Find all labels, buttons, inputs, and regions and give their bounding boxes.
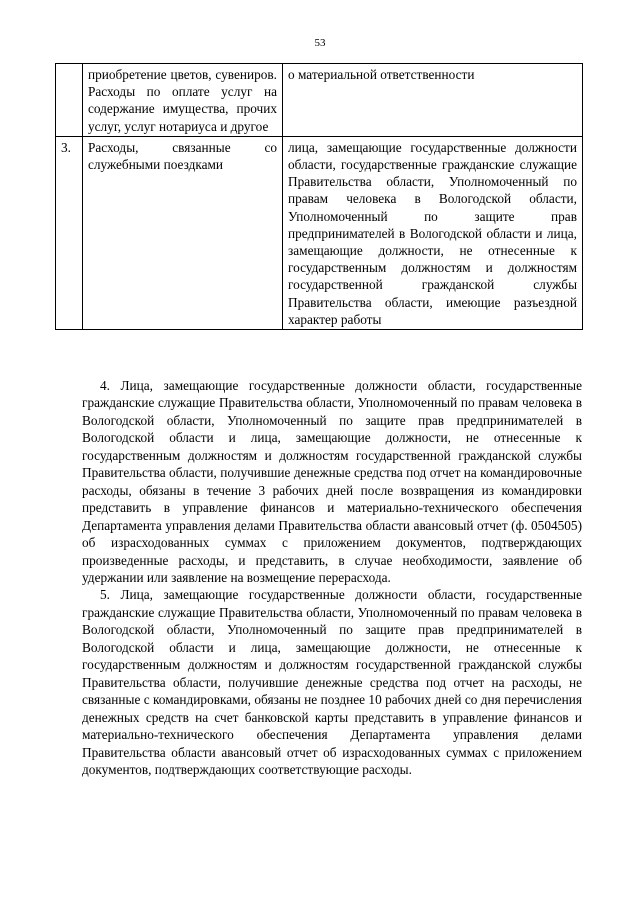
expense-type-cell: приобретение цветов, сувениров. Расходы по оплате услуг на содержание имущества, прочих услуг, услуг нотариуса и другое [83,64,283,137]
table-row [56,64,583,137]
paragraph-4: 4. Лица, замещающие государственные должности области, государственные гражданские служащие Правительства области, Уполномоченный по правам человека в Вологодской области, Уполномоченный по защите прав предпринимателей в Вологодской области и лица, замещающие должности, не отнесенные к государственным должностям и должностям государственной гражданской службы Правительства области, получившие денежные средства под отчет на командировочные расходы, обязаны в течение 3 рабочих дней после возвращения из командировки представить в управление финансов и материально-технического обеспечения Департамента управления делами Правительства области авансовый отчет (ф. 0504505) об израсходованных суммах с приложением документов, подтверждающих произведенные расходы, и представить, в случае необходимости, заявление об удержании или заявление на возмещение перерасхода. [82,378,582,585]
expense-table [55,63,583,330]
expense-type-cell: Расходы, связанные со служебными поездками [83,136,283,329]
row-number-cell [56,64,83,137]
persons-cell: лица, замещающие государственные должности области, государственные гражданские служащие Правительства области, Уполномоченный по правам человека в Вологодской области, Уполномоченный по защите прав предпринимателей в Вологодской области и лица, замещающие должности, не отнесенные к государственным должностям и должностям государственной гражданской службы Правительства области, имеющие разъездной характер работы [283,136,583,329]
row-number-cell: 3. [56,136,83,329]
persons-cell: о материальной ответственности [283,64,583,137]
body-text [82,377,582,778]
page-number: 53 [314,37,326,49]
table-row [56,136,583,329]
paragraph-5: 5. Лица, замещающие государственные должности области, государственные гражданские служащие Правительства области, Уполномоченный по правам человека в Вологодской области, Уполномоченный по защите прав предпринимателей в Вологодской области и лица, замещающие должности, не отнесенные к государственным должностям и должностям государственной гражданской службы Правительства области, получившие денежные средства под отчет на расходы, не связанные с командировками, обязаны не позднее 10 рабочих дней со дня перечисления денежных средств на счет банковской карты представить в управление финансов и материально-технического обеспечения Департамента управления делами Правительства области авансовый отчет об израсходованных суммах с приложением документов, подтверждающих соответствующие расходы. [82,587,582,777]
